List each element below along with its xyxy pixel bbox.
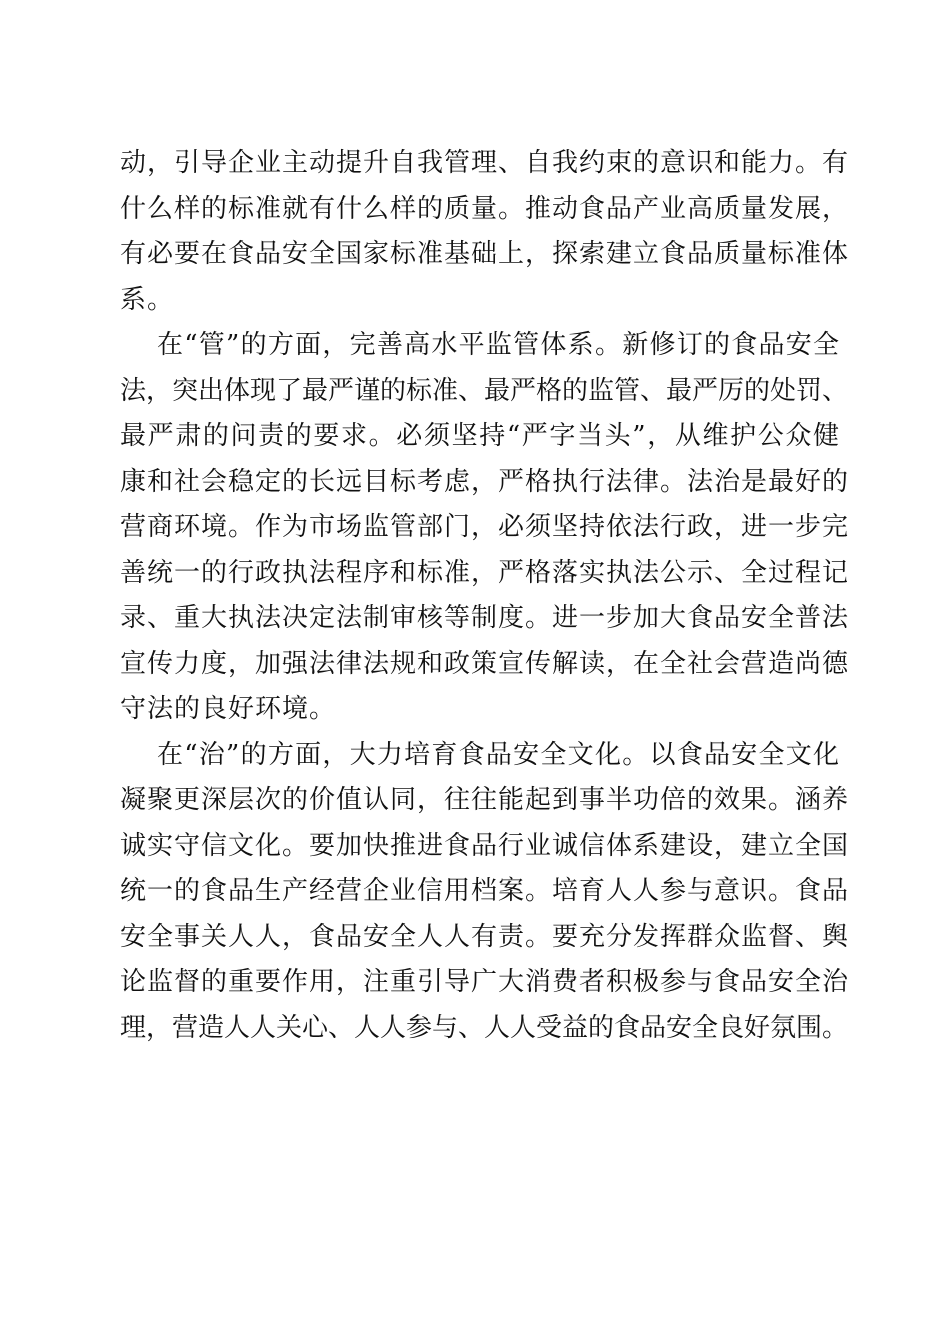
text-line: 康和社会稳定的长远目标考虑，严格执行法律。法治是最好的	[120, 466, 850, 497]
text-line: 诚实守信文化。要加快推进食品行业诚信体系建设，建立全国	[120, 830, 850, 861]
text-line: 在“管”的方面，完善高水平监管体系。新修订的食品安全	[157, 330, 840, 360]
text-line: 营商环境。作为市场监管部门，必须坚持依法行政，进一步完	[120, 512, 850, 542]
paragraph-supervision	[120, 323, 850, 733]
text-line: 系。	[120, 284, 175, 315]
text-line: 动，引导企业主动提升自我管理、自我约束的意识和能力。有	[120, 148, 850, 178]
body-text	[120, 141, 850, 1051]
text-line: 善统一的行政执法程序和标准，严格落实执法公示、全过程记	[120, 557, 850, 588]
text-line: 在“治”的方面，大力培育食品安全文化。以食品安全文化	[157, 739, 840, 770]
text-line: 宣传力度，加强法律法规和政策宣传解读，在全社会营造尚德	[120, 648, 850, 679]
text-line: 凝聚更深层次的价值认同，往往能起到事半功倍的效果。涵养	[120, 785, 850, 815]
text-line: 法，突出体现了最严谨的标准、最严格的监管、最严厉的处罚、	[120, 375, 849, 406]
text-line: 有必要在食品安全国家标准基础上，探索建立食品质量标准体	[120, 239, 850, 269]
paragraph-governance	[120, 733, 850, 1052]
text-line: 安全事关人人，食品安全人人有责。要充分发挥群众监督、舆	[120, 921, 850, 952]
text-line: 录、重大执法决定法制审核等制度。进一步加大食品安全普法	[120, 603, 850, 633]
text-line: 理，营造人人关心、人人参与、人人受益的食品安全良好氛围。	[120, 1012, 849, 1043]
text-line: 论监督的重要作用，注重引导广大消费者积极参与食品安全治	[120, 967, 850, 997]
text-line: 统一的食品生产经营企业信用档案。培育人人参与意识。食品	[120, 876, 850, 906]
text-line: 最严肃的问责的要求。必须坚持“严字当头”，从维护公众健	[120, 421, 840, 451]
paragraph-standards	[120, 141, 850, 323]
text-line: 什么样的标准就有什么样的质量。推动食品产业高质量发展，	[120, 193, 850, 224]
text-line: 守法的良好环境。	[120, 694, 337, 724]
